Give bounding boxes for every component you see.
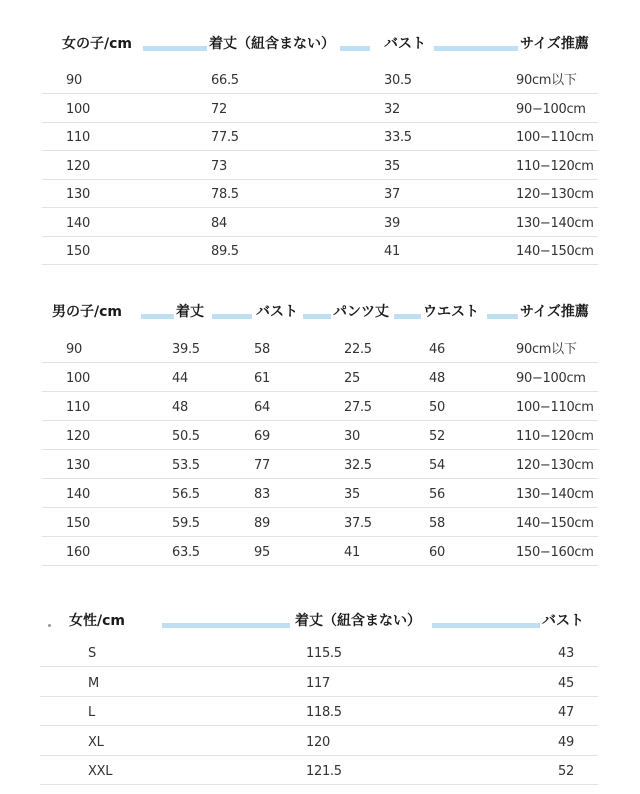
boys-table-cell: 56 (429, 487, 445, 502)
boys-table-cell: 39.5 (172, 342, 200, 357)
boys-table-cell: 30 (344, 429, 360, 444)
boys-table-cell: 110−120cm (516, 429, 594, 444)
girls-row-divider (42, 236, 598, 237)
boys-row-divider (42, 536, 598, 537)
boys-table-cell: 69 (254, 429, 270, 444)
girls-table-cell: 39 (384, 215, 400, 231)
women-row-divider (40, 784, 598, 785)
boys-table-cell: 59.5 (172, 516, 200, 531)
women-row-divider (40, 666, 598, 667)
girls-header-divider-bar (143, 46, 207, 51)
boys-table-cell: 58 (254, 342, 270, 357)
boys-table-cell: 89 (254, 516, 270, 531)
boys-table-cell: 77 (254, 458, 270, 473)
boys-row-divider (42, 565, 598, 566)
women-table-cell: S (88, 646, 96, 661)
women-table-cell: XXL (88, 764, 113, 779)
girls-table-cell: 90 (66, 73, 82, 88)
boys-table-cell: 50 (429, 400, 445, 415)
boys-table-cell: 46 (429, 342, 445, 357)
boys-table-cell: 160 (66, 545, 90, 560)
girls-table-cell: 35 (384, 158, 400, 174)
boys-header-divider-bar (487, 314, 518, 319)
boys-table-cell: 90cm以下 (516, 342, 577, 357)
women-table-cell: M (88, 675, 99, 691)
boys-table-cell: 58 (429, 516, 445, 531)
women-table-cell: 121.5 (306, 764, 342, 779)
women-table-cell: 118.5 (306, 705, 342, 720)
girls-row-divider (42, 150, 598, 151)
boys-row-divider (42, 507, 598, 508)
women-row-divider (40, 696, 598, 697)
boys-table-cell: 37.5 (344, 516, 372, 531)
boys-table-cell: 56.5 (172, 487, 200, 502)
girls-header-divider-bar (340, 46, 370, 51)
boys-table-cell: 35 (344, 487, 360, 502)
women-header-divider-bar (162, 623, 290, 628)
bullet-mark (48, 624, 51, 627)
girls-table-cell: 140−150cm (516, 244, 594, 259)
boys-header-2: バスト (256, 304, 298, 320)
women-table-cell: 117 (306, 675, 330, 691)
girls-table-cell: 120−130cm (516, 187, 594, 202)
girls-table-cell: 37 (384, 187, 400, 202)
boys-table-cell: 120−130cm (516, 458, 594, 473)
girls-row-divider (42, 179, 598, 180)
girls-row-divider (42, 122, 598, 123)
girls-row-divider (42, 264, 598, 265)
boys-table-cell: 44 (172, 371, 188, 386)
girls-table-cell: 140 (66, 215, 90, 231)
women-row-divider (40, 755, 598, 756)
women-table-cell: 49 (558, 734, 574, 750)
boys-table-cell: 25 (344, 371, 360, 386)
boys-row-divider (42, 449, 598, 450)
women-table-cell: 45 (558, 675, 574, 691)
boys-table-cell: 32.5 (344, 458, 372, 473)
girls-table-cell: 84 (211, 215, 227, 231)
women-header-2: バスト (542, 613, 584, 629)
boys-table-cell: 100−110cm (516, 400, 594, 415)
boys-table-cell: 90 (66, 342, 82, 357)
girls-table-cell: 90−100cm (516, 101, 586, 117)
girls-table-cell: 72 (211, 101, 227, 117)
boys-table-cell: 140−150cm (516, 516, 594, 531)
boys-table-cell: 48 (429, 371, 445, 386)
girls-table-cell: 89.5 (211, 244, 239, 259)
girls-table-cell: 110−120cm (516, 158, 594, 174)
boys-table-cell: 50.5 (172, 429, 200, 444)
boys-table-cell: 63.5 (172, 545, 200, 560)
boys-header-1: 着丈 (176, 304, 204, 320)
boys-row-divider (42, 420, 598, 421)
girls-table-cell: 66.5 (211, 73, 239, 88)
women-table-cell: 43 (558, 646, 574, 661)
girls-header-2: バスト (384, 36, 426, 52)
girls-row-divider (42, 93, 598, 94)
women-header-0: 女性/cm (69, 613, 125, 629)
boys-table-cell: 41 (344, 545, 360, 560)
boys-table-cell: 130−140cm (516, 487, 594, 502)
boys-table-cell: 150 (66, 516, 90, 531)
boys-table-cell: 61 (254, 371, 270, 386)
boys-table-cell: 90−100cm (516, 371, 586, 386)
boys-table-cell: 54 (429, 458, 445, 473)
girls-header-0: 女の子/cm (62, 36, 132, 52)
boys-table-cell: 48 (172, 400, 188, 415)
girls-table-cell: 150 (66, 244, 90, 259)
girls-table-cell: 130 (66, 187, 90, 202)
boys-table-cell: 64 (254, 400, 270, 415)
women-header-1: 着丈（紐含まない） (295, 613, 421, 629)
girls-table-cell: 120 (66, 158, 90, 174)
girls-table-cell: 33.5 (384, 130, 412, 145)
girls-table-cell: 110 (66, 130, 90, 145)
girls-row-divider (42, 207, 598, 208)
women-table-cell: L (88, 705, 95, 720)
girls-table-cell: 78.5 (211, 187, 239, 202)
boys-table-cell: 53.5 (172, 458, 200, 473)
boys-row-divider (42, 478, 598, 479)
girls-table-cell: 90cm以下 (516, 73, 577, 88)
girls-table-cell: 77.5 (211, 130, 239, 145)
women-table-cell: 115.5 (306, 646, 342, 661)
boys-header-5: サイズ推薦 (520, 304, 589, 320)
boys-header-divider-bar (212, 314, 252, 319)
girls-table-cell: 100 (66, 101, 90, 117)
girls-header-1: 着丈（紐含まない） (209, 36, 335, 52)
girls-table-cell: 41 (384, 244, 400, 259)
girls-header-divider-bar (434, 46, 518, 51)
boys-header-0: 男の子/cm (52, 304, 122, 320)
girls-table-cell: 32 (384, 101, 400, 117)
boys-table-cell: 52 (429, 429, 445, 444)
boys-header-divider-bar (303, 314, 331, 319)
boys-table-cell: 83 (254, 487, 270, 502)
women-table-cell: 47 (558, 705, 574, 720)
boys-table-cell: 27.5 (344, 400, 372, 415)
women-table-cell: 120 (306, 734, 330, 750)
boys-table-cell: 110 (66, 400, 90, 415)
girls-table-cell: 100−110cm (516, 130, 594, 145)
boys-table-cell: 100 (66, 371, 90, 386)
boys-table-cell: 130 (66, 458, 90, 473)
boys-header-3: パンツ丈 (333, 304, 389, 320)
girls-table-cell: 130−140cm (516, 215, 594, 231)
boys-table-cell: 22.5 (344, 342, 372, 357)
women-header-divider-bar (432, 623, 540, 628)
boys-row-divider (42, 391, 598, 392)
boys-table-cell: 120 (66, 429, 90, 444)
boys-header-4: ウエスト (423, 304, 479, 320)
girls-table-cell: 30.5 (384, 73, 412, 88)
women-table-cell: XL (88, 734, 104, 750)
boys-header-divider-bar (394, 314, 421, 319)
boys-table-cell: 150−160cm (516, 545, 594, 560)
boys-row-divider (42, 362, 598, 363)
boys-table-cell: 95 (254, 545, 270, 560)
women-row-divider (40, 725, 598, 726)
boys-table-cell: 140 (66, 487, 90, 502)
women-table-cell: 52 (558, 764, 574, 779)
boys-table-cell: 60 (429, 545, 445, 560)
girls-table-cell: 73 (211, 158, 227, 174)
boys-header-divider-bar (141, 314, 174, 319)
girls-header-3: サイズ推薦 (520, 36, 589, 52)
